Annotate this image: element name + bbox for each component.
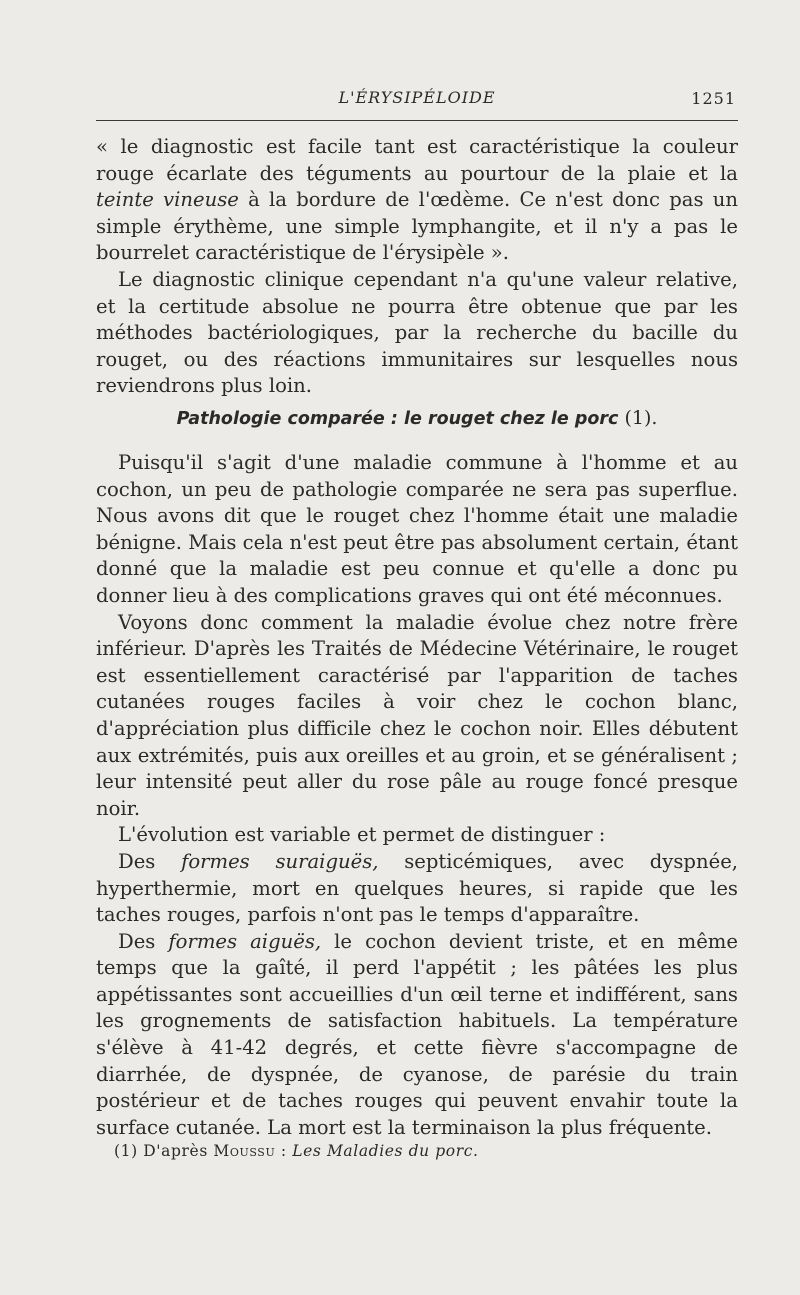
text-block-comparative <box>96 450 738 1141</box>
footnote-separator: : <box>275 1142 293 1160</box>
paragraph-aigues <box>96 929 738 1142</box>
paragraph-quote-text: « le diagnostic est facile tant est caractéristique la couleur rouge écarlate des téguments au pourtour de la plaie et la <box>96 135 738 185</box>
section-heading <box>96 407 738 429</box>
paragraph-suraigues-emphasis: formes suraiguës, <box>181 849 379 873</box>
page-number: 1251 <box>691 89 736 108</box>
paragraph-intro: Puisqu'il s'agit d'une maladie commune à l'homme et au cochon, un peu de pathologie comparée ne sera pas superflue. Nous avons dit que le rouget chez l'homme était une maladie bénigne. Mais cela n'est peut être pas absolument certain, étant donné que la maladie est peu connue et qu'elle a donc pu donner lieu à des complications graves qui ont été méconnues. <box>96 451 738 607</box>
header-rule <box>96 120 738 121</box>
paragraph-diagnostic: Le diagnostic clinique cependant n'a qu'une valeur relative, et la certitude absolue ne pourra être obtenue que par les méthodes bactériologiques, par la recherche du bacille du rouget, ou des réactions immunitaires sur lesquelles nous reviendrons plus loin. <box>96 267 738 398</box>
paragraph-symptoms: Voyons donc comment la maladie évolue chez notre frère inférieur. D'après les Traités de Médecine Vétérinaire, le rouget est essentiellement caractérisé par l'apparition de taches cutanées rouges faciles à voir chez le cochon blanc, d'appréciation plus difficile chez le cochon noir. Elles débutent aux extrémités, puis aux oreilles et au groin, et se généralisent ; leur intensité peut aller du rose pâle au rouge foncé presque noir. <box>96 610 738 820</box>
text-block-intro <box>96 134 738 400</box>
paragraph-aigues-text: le cochon devient triste, et en même temps que la gaîté, il perd l'appétit ; les pâtées les plus appétissantes sont accueillies d'un œil terne et indifférent, sans les grognements de satisfaction habituels. La température s'élève à 41-42 degrés, et cette fièvre s'accompagne de diarrhée, de dyspnée, de cyanose, de parésie du train postérieur et de taches rouges qui peuvent envahir toute la surface cutanée. La mort est la terminaison la plus fréquente. <box>96 929 738 1139</box>
footnote-title: Les Maladies du porc. <box>292 1142 479 1160</box>
paragraph-aigues-lead: Des <box>118 929 169 953</box>
paragraph-evolution: L'évolution est variable et permet de distinguer : <box>118 823 606 847</box>
paragraph-quote-tail: à la bordure de l'œdème. Ce n'est donc pas un simple érythème, une simple lymphangite, et il n'y a pas le bourrelet caractéristique de l'érysipèle ». <box>96 188 738 265</box>
footnote <box>114 1142 479 1160</box>
section-heading-text: Pathologie comparée : le rouget chez le porc <box>176 409 619 429</box>
paragraph-suraigues-lead: Des <box>118 849 182 873</box>
paragraph-quote <box>96 134 738 267</box>
paragraph-aigues-emphasis: formes aiguës, <box>168 929 322 953</box>
running-title: L'ÉRYSIPÉLOIDE <box>338 88 496 107</box>
paragraph-quote-emphasis: teinte vineuse <box>96 188 239 212</box>
footnote-author: Moussu <box>213 1142 276 1160</box>
running-head <box>96 88 738 112</box>
paragraph-suraigues <box>96 849 738 929</box>
paragraph-suraigues-text: septicémiques, avec dyspnée, hyperthermie, mort en quelques heures, si rapide que les taches rouges, parfois n'ont pas le temps d'apparaître. <box>96 849 739 927</box>
footnote-reference: (1). <box>624 407 658 429</box>
footnote-marker: (1) D'après <box>114 1142 208 1160</box>
